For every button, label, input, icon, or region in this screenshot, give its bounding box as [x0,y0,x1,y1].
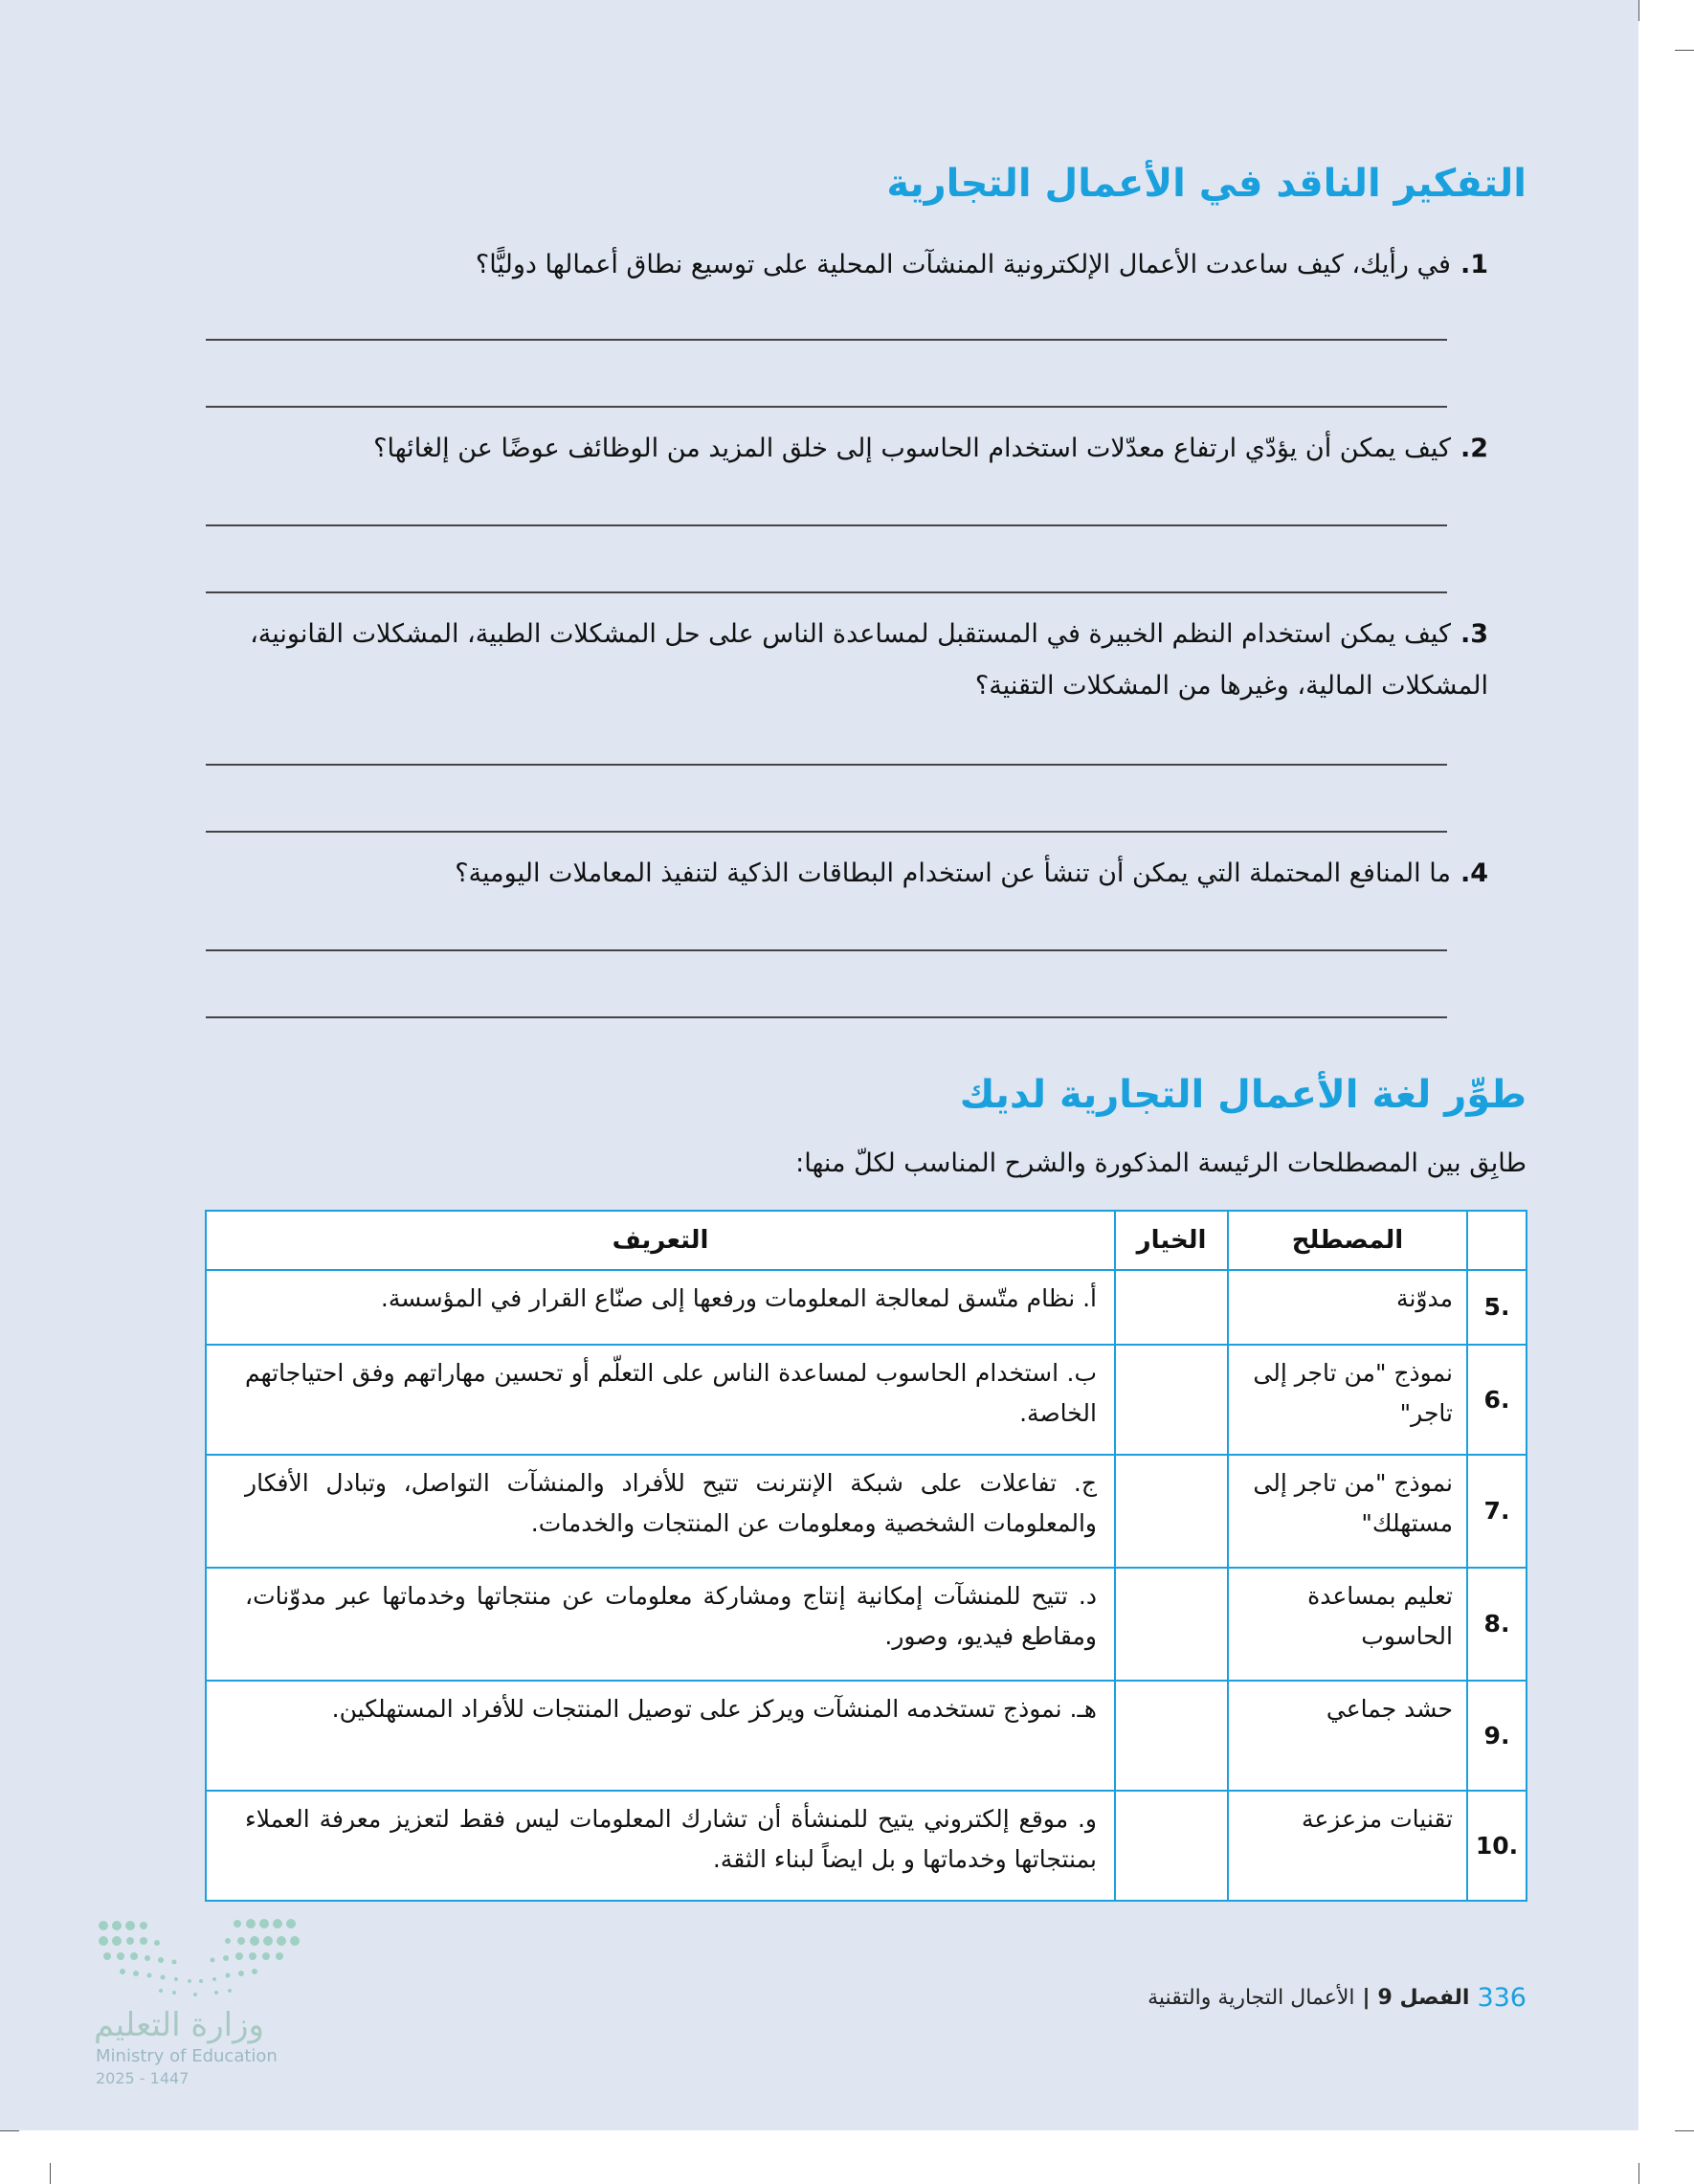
term-cell: حشد جماعي [1228,1681,1467,1791]
choice-cell[interactable] [1115,1681,1228,1791]
definition-cell: د. تتيح للمنشآت إمكانية إنتاج ومشاركة معلومات عن منتجاتها وخدماتها عبر مدوّنات، ومقاطع فيديو، وصور. [206,1568,1115,1681]
answer-line[interactable] [206,524,1447,526]
question-4 [148,848,1488,900]
table-row [206,1791,1527,1901]
table-row [206,1345,1527,1455]
table-row [206,1681,1527,1791]
answer-line[interactable] [206,406,1447,408]
question-2 [148,423,1488,475]
definition-cell: هـ. نموذج تستخدمه المنشآت ويركز على توصيل المنتجات للأفراد المستهلكين. [206,1681,1115,1791]
definition-cell: و. موقع إلكتروني يتيح للمنشأة أن تشارك المعلومات ليس فقط لتعزيز معرفة العملاء بمنتجاتها وخدماتها و بل ايضاً لبناء الثقة. [206,1791,1115,1901]
definition-cell: أ. نظام متّسق لمعالجة المعلومات ورفعها إلى صنّاع القرار في المؤسسة. [206,1270,1115,1345]
table-row [206,1568,1527,1681]
row-number: .5 [1467,1270,1527,1345]
question-number: 2. [1460,434,1488,463]
row-number: .6 [1467,1345,1527,1455]
answer-line[interactable] [206,764,1447,766]
question-number: 4. [1460,858,1488,888]
table-row [206,1270,1527,1345]
table-header-row [206,1211,1527,1270]
section-title-business-language: طوِّر لغة الأعمال التجارية لديك [959,1073,1527,1117]
page-number: 336 [1477,1983,1527,2013]
row-number: .9 [1467,1681,1527,1791]
row-number: .7 [1467,1455,1527,1568]
question-1 [148,239,1488,291]
ministry-name-en: Ministry of Education [96,2046,278,2066]
answer-line[interactable] [206,831,1447,833]
question-text: كيف يمكن أن يؤدّي ارتفاع معدّلات استخدام الحاسوب إلى خلق المزيد من الوظائف عوضًا عن إلغائها؟ [373,434,1451,463]
question-text: كيف يمكن استخدام النظم الخبيرة في المستقبل لمساعدة الناس على حل المشكلات الطبية، المشكلات القانونية، المشكلات المالية، وغيرها من المشكلات التقنية؟ [250,619,1488,701]
answer-line[interactable] [206,339,1447,341]
chapter-label: الفصل 9 [1377,1986,1470,2010]
header-choice: الخيار [1115,1211,1228,1270]
choice-cell[interactable] [1115,1455,1228,1568]
matching-table [205,1210,1527,1902]
ministry-logo [94,1914,314,2087]
ministry-dots-icon [94,1914,314,2002]
definition-cell: ج. تفاعلات على شبكة الإنترنت تتيح للأفراد والمنشآت التواصل، وتبادل الأفكار والمعلومات الشخصية ومعلومات عن المنتجات والخدمات. [206,1455,1115,1568]
term-cell: تقنيات مزعزعة [1228,1791,1467,1901]
row-number: .8 [1467,1568,1527,1681]
question-3 [148,609,1488,712]
term-cell: مدوّنة [1228,1270,1467,1345]
term-cell: نموذج "من تاجر إلى تاجر" [1228,1345,1467,1455]
header-number [1467,1211,1527,1270]
ministry-year: 2025 - 1447 [96,2069,189,2087]
term-cell: نموذج "من تاجر إلى مستهلك" [1228,1455,1467,1568]
answer-line[interactable] [206,1016,1447,1018]
header-definition: التعريف [206,1211,1115,1270]
matching-instruction: طابِق بين المصطلحات الرئيسة المذكورة والشرح المناسب لكلّ منها: [795,1148,1527,1178]
page-footer [1148,1983,1527,2013]
definition-cell: ب. استخدام الحاسوب لمساعدة الناس على التعلّم أو تحسين مهاراتهم وفق احتياجاتهم الخاصة. [206,1345,1115,1455]
header-term: المصطلح [1228,1211,1467,1270]
ministry-name-ar: وزارة التعليم [94,2006,264,2044]
choice-cell[interactable] [1115,1345,1228,1455]
question-text: ما المنافع المحتملة التي يمكن أن تنشأ عن استخدام البطاقات الذكية لتنفيذ المعاملات اليومية؟ [455,858,1451,888]
question-number: 1. [1460,250,1488,279]
chapter-title: الأعمال التجارية والتقنية [1148,1986,1355,2010]
answer-line[interactable] [206,949,1447,951]
section-title-critical-thinking: التفكير الناقد في الأعمال التجارية [886,162,1527,206]
choice-cell[interactable] [1115,1568,1228,1681]
question-text: في رأيك، كيف ساعدت الأعمال الإلكترونية المنشآت المحلية على توسيع نطاق أعمالها دوليًّا؟ [475,250,1451,279]
question-number: 3. [1460,619,1488,649]
choice-cell[interactable] [1115,1791,1228,1901]
answer-line[interactable] [206,591,1447,593]
footer-separator: | [1362,1986,1371,2010]
table-row [206,1455,1527,1568]
term-cell: تعليم بمساعدة الحاسوب [1228,1568,1467,1681]
row-number: .10 [1467,1791,1527,1901]
choice-cell[interactable] [1115,1270,1228,1345]
